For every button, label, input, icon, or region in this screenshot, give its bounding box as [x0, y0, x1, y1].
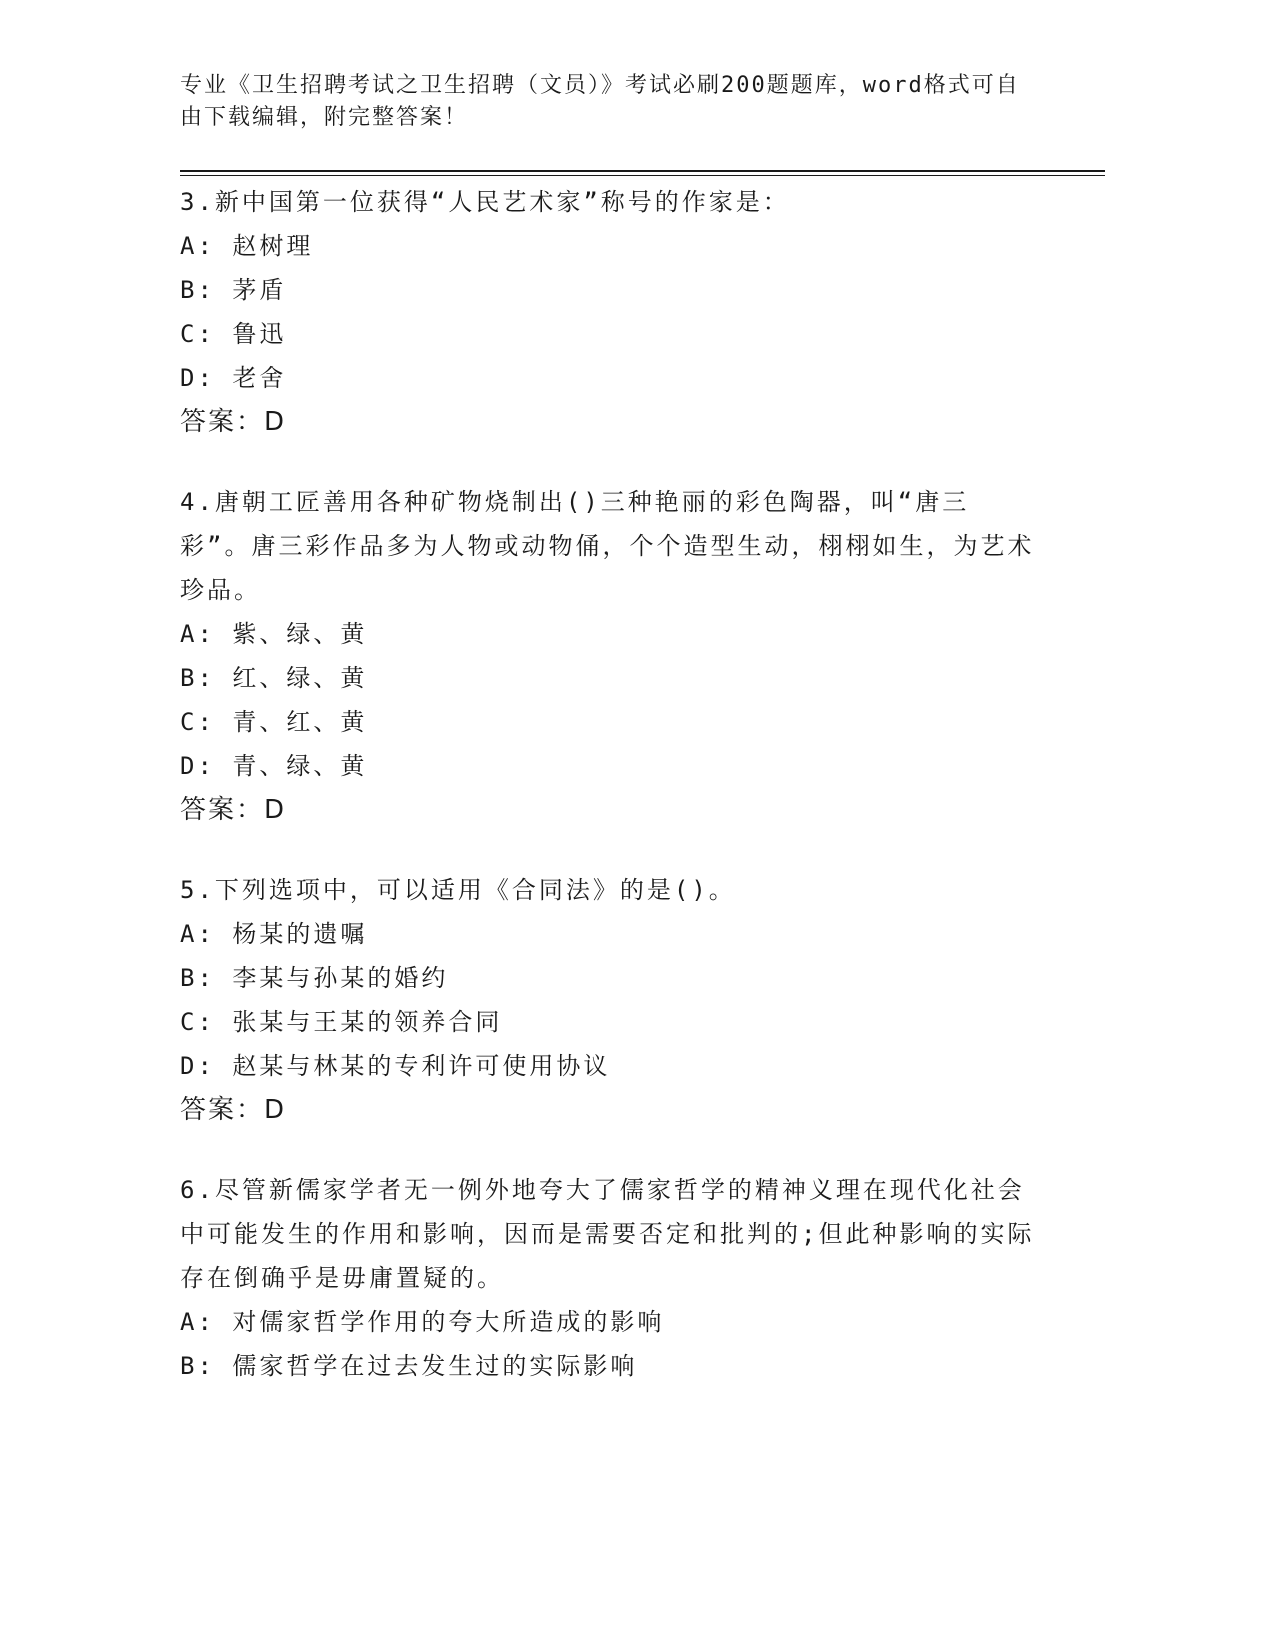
option-c: C: 鲁迅	[180, 320, 287, 348]
option-a: A: 紫、绿、黄	[180, 620, 368, 648]
question-text: 5.下列选项中，可以适用《合同法》的是()。	[180, 876, 736, 904]
question-6	[180, 1168, 1040, 1388]
option-b: B: 茅盾	[180, 276, 287, 304]
option-a: A: 杨某的遗嘱	[180, 920, 368, 948]
answer-line: 答案：D	[180, 1095, 287, 1125]
question-3	[180, 180, 1040, 444]
option-c: C: 青、红、黄	[180, 708, 368, 736]
option-b: B: 李某与孙某的婚约	[180, 964, 449, 992]
document-header	[180, 70, 1040, 134]
option-b: B: 红、绿、黄	[180, 664, 368, 692]
question-5	[180, 868, 1040, 1132]
option-a: A: 对儒家哲学作用的夸大所造成的影响	[180, 1308, 665, 1336]
header-line-2: 由下载编辑，附完整答案！	[180, 105, 469, 130]
header-divider-thin	[180, 175, 1105, 176]
answer-line: 答案：D	[180, 407, 287, 437]
option-d: D: 赵某与林某的专利许可使用协议	[180, 1052, 611, 1080]
option-a: A: 赵树理	[180, 232, 314, 260]
answer-line: 答案：D	[180, 795, 287, 825]
header-divider-thick	[180, 170, 1105, 172]
option-d: D: 老舍	[180, 364, 287, 392]
header-line-1: 专业《卫生招聘考试之卫生招聘（文员）》考试必刷200题题库，word格式可自	[180, 73, 1020, 98]
option-d: D: 青、绿、黄	[180, 752, 368, 780]
option-c: C: 张某与王某的领养合同	[180, 1008, 503, 1036]
question-text: 3.新中国第一位获得“人民艺术家”称号的作家是：	[180, 188, 790, 216]
question-list	[180, 180, 1040, 1424]
question-text: 6.尽管新儒家学者无一例外地夸大了儒家哲学的精神义理在现代化社会中可能发生的作用和影响，因而是需要否定和批判的;但此种影响的实际存在倒确乎是毋庸置疑的。	[180, 1176, 1035, 1292]
question-4	[180, 480, 1040, 832]
question-text: 4.唐朝工匠善用各种矿物烧制出()三种艳丽的彩色陶器，叫“唐三彩”。唐三彩作品多为人物或动物俑，个个造型生动，栩栩如生，为艺术珍品。	[180, 488, 1035, 604]
option-b: B: 儒家哲学在过去发生过的实际影响	[180, 1352, 638, 1380]
